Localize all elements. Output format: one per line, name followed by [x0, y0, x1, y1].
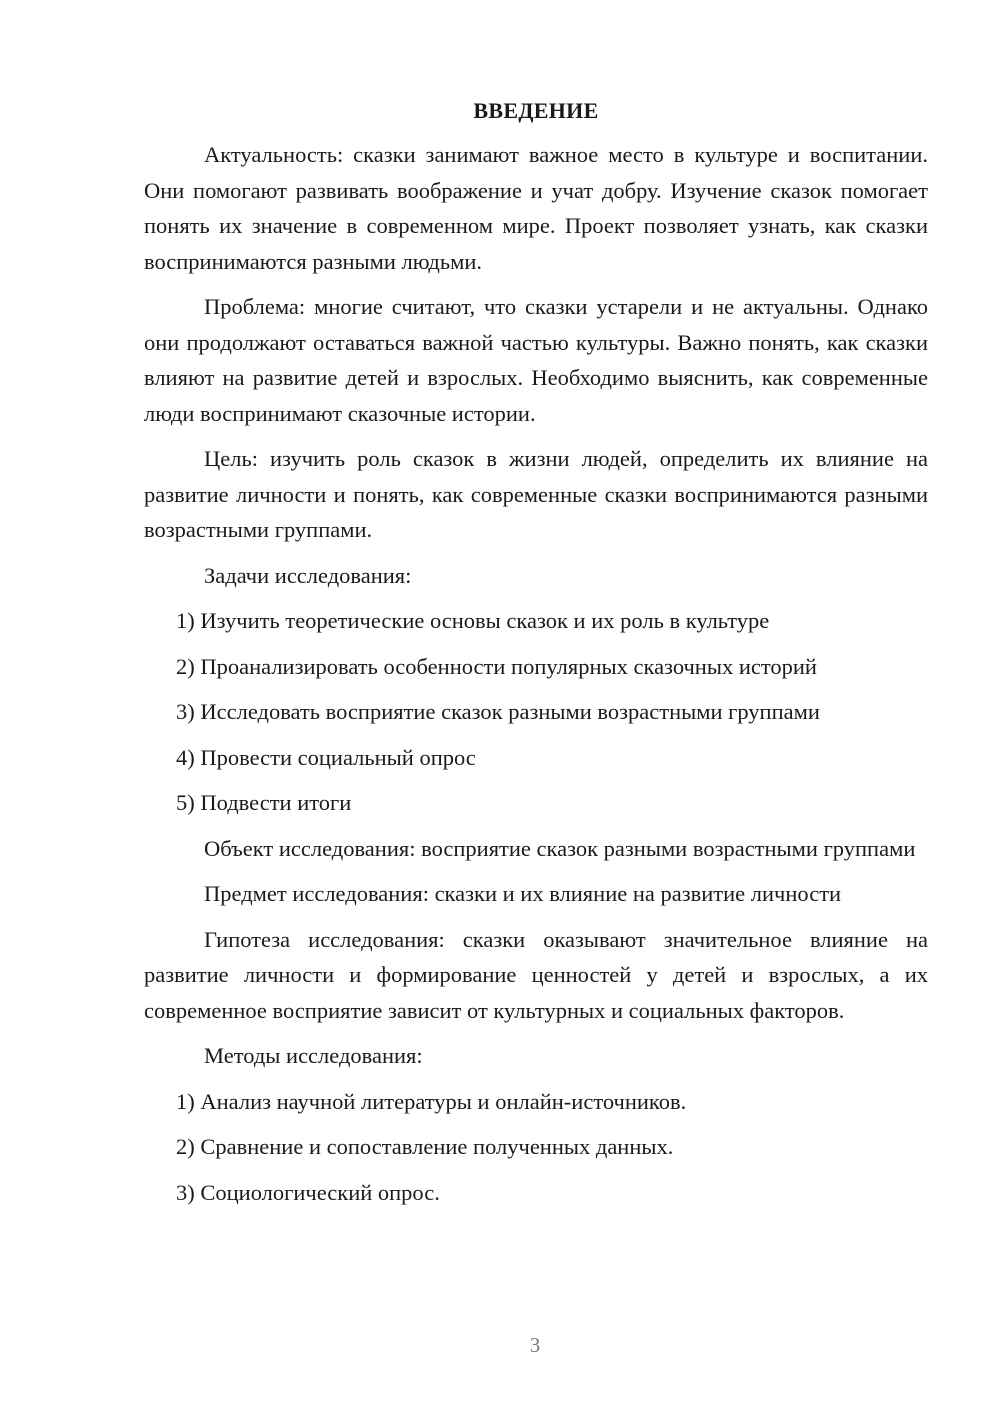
list-item: 1) Анализ научной литературы и онлайн-источников. — [176, 1088, 687, 1114]
goal-paragraph: Цель: изучить роль сказок в жизни людей, определить их влияние на развитие личности и понять, как современные сказки воспринимаются разными возрастными группами. — [144, 446, 928, 542]
subject-paragraph: Предмет исследования: сказки и их влияние на развитие личности — [204, 881, 842, 906]
page-content — [144, 94, 928, 1210]
problem-paragraph: Проблема: многие считают, что сказки устарели и не актуальны. Однако они продолжают оставаться важной частью культуры. Важно понять, как сказки влияют на развитие детей и взрослых. Необходимо выяснить, как современные люди воспринимают сказочные истории. — [144, 294, 928, 426]
list-item: 2) Проанализировать особенности популярных сказочных историй — [176, 653, 817, 679]
list-item: 5) Подвести итоги — [176, 790, 352, 815]
section-title: ВВЕДЕНИЕ — [473, 98, 599, 123]
list-item: 4) Провести социальный опрос — [176, 744, 476, 770]
list-item: 3) Социологический опрос. — [176, 1179, 440, 1205]
tasks-heading: Задачи исследования: — [204, 562, 412, 588]
hypothesis-paragraph: Гипотеза исследования: сказки оказывают значительное влияние на развитие личности и формирование ценностей у детей и взрослых, а их современное восприятие зависит от культурных и социальных факторов. — [144, 926, 928, 1023]
methods-heading: Методы исследования: — [204, 1043, 423, 1068]
relevance-paragraph: Актуальность: сказки занимают важное место в культуре и воспитании. Они помогают развивать воображение и учат добру. Изучение сказок помогает понять их значение в современном мире. Проект позволяет узнать, как сказки воспринимаются разными людьми. — [144, 142, 928, 274]
list-item: 2) Сравнение и сопоставление полученных данных. — [176, 1134, 674, 1159]
object-paragraph: Объект исследования: восприятие сказок разными возрастными группами — [204, 835, 916, 861]
tasks-list — [144, 603, 928, 821]
page-number: 3 — [529, 1333, 541, 1357]
list-item: 1) Изучить теоретические основы сказок и их роль в культуре — [176, 608, 770, 633]
list-item: 3) Исследовать восприятие сказок разными возрастными группами — [176, 699, 820, 724]
methods-list — [144, 1084, 928, 1211]
